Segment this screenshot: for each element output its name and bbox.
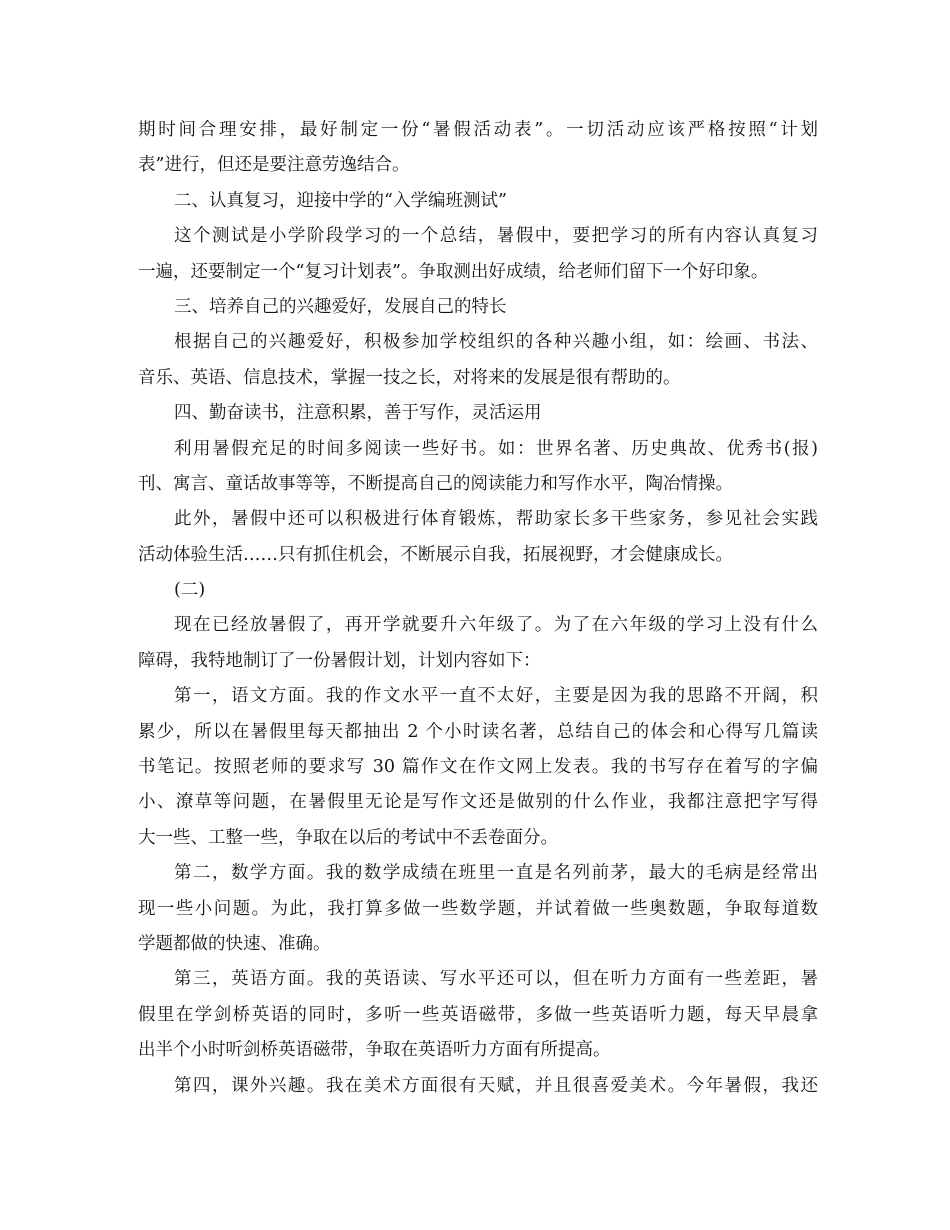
text-line: 第四，课外兴趣。我在美术方面很有天赋，并且很喜爱美术。今年暑假，我还 xyxy=(174,1075,818,1096)
text-line: 小、潦草等问题，在暑假里无论是写作文还是做别的什么作业，我都注意把字写得 xyxy=(138,792,818,813)
text-line: 现一些小问题。为此，我打算多做一些数学题，并试着做一些奥数题，争取每道数 xyxy=(138,898,818,919)
text-line: 累少，所以在暑假里每天都抽出 2 个小时读名著，总结自己的体会和心得写几篇读 xyxy=(138,721,818,742)
text-line: 四、勤奋读书，注意积累，善于写作，灵活运用 xyxy=(174,403,542,424)
text-line: 学题都做的快速、准确。 xyxy=(138,933,331,954)
text-line: 音乐、英语、信息技术，掌握一技之长，对将来的发展是很有帮助的。 xyxy=(138,367,681,388)
text-line: (二) xyxy=(174,580,206,601)
text-line: 期时间合理安排，最好制定一份“暑假活动表”。一切活动应该严格按照“计划 xyxy=(138,120,818,140)
text-line: 出半个小时听剑桥英语磁带，争取在英语听力方面有所提高。 xyxy=(138,1040,611,1061)
text-line: 现在已经放暑假了，再开学就要升六年级了。为了在六年级的学习上没有什么 xyxy=(174,615,818,636)
text-line: 此外，暑假中还可以积极进行体育锻炼，帮助家长多干些家务，参见社会实践 xyxy=(174,509,818,530)
text-line: 障碍，我特地制订了一份暑假计划，计划内容如下： xyxy=(138,650,541,671)
text-line: 表”进行，但还是要注意劳逸结合。 xyxy=(138,155,410,176)
text-line: 第二，数学方面。我的数学成绩在班里一直是名列前茅，最大的毛病是经常出 xyxy=(174,863,818,884)
text-line: 活动体验生活……只有抓住机会，不断展示自我，拓展视野，才会健康成长。 xyxy=(138,544,733,565)
text-line: 大一些、工整一些，争取在以后的考试中不丢卷面分。 xyxy=(138,827,558,848)
text-line: 这个测试是小学阶段学习的一个总结，暑假中，要把学习的所有内容认真复习 xyxy=(174,226,818,247)
text-line: 书笔记。按照老师的要求写 30 篇作文在作文网上发表。我的书写存在着写的字偏 xyxy=(138,757,818,778)
text-line: 二、认真复习，迎接中学的“入学编班测试” xyxy=(174,190,507,211)
text-line: 第三，英语方面。我的英语读、写水平还可以，但在听力方面有一些差距，暑 xyxy=(174,969,818,990)
text-line: 三、培养自己的兴趣爱好，发展自己的特长 xyxy=(174,296,507,317)
text-line: 一遍，还要制定一个“复习计划表”。争取测出好成绩，给老师们留下一个好印象。 xyxy=(138,261,769,282)
text-line: 根据自己的兴趣爱好，积极参加学校组织的各种兴趣小组，如：绘画、书法、 xyxy=(174,332,818,353)
text-line: 第一，语文方面。我的作文水平一直不太好，主要是因为我的思路不开阔，积 xyxy=(174,686,818,707)
text-line: 利用暑假充足的时间多阅读一些好书。如：世界名著、历史典故、优秀书(报) xyxy=(174,438,818,459)
text-line: 假里在学剑桥英语的同时，多听一些英语磁带，多做一些英语听力题，每天早晨拿 xyxy=(138,1004,818,1025)
document-body xyxy=(138,113,818,1104)
text-line: 刊、寓言、童话故事等等，不断提高自己的阅读能力和写作水平，陶冶情操。 xyxy=(138,473,733,494)
